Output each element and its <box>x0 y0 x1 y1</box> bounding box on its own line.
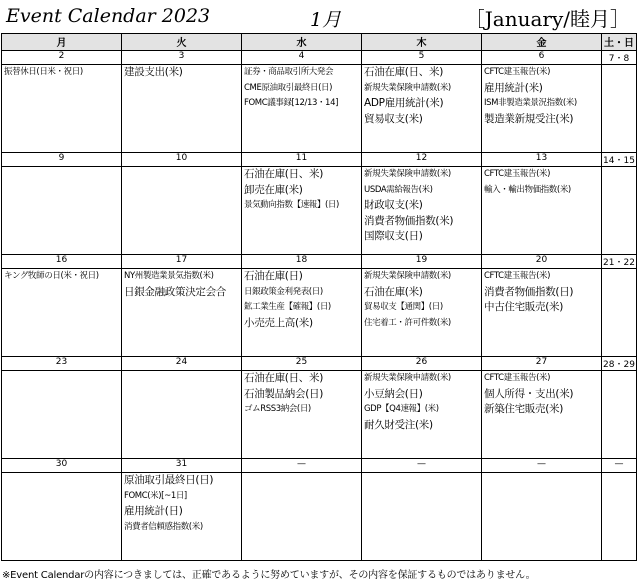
event-item: 日銀金融政策決定会合 <box>124 285 226 298</box>
event-item: 石油在庫(日) <box>244 270 303 282</box>
week-events-row <box>2 167 637 255</box>
day-number: 12 <box>362 153 482 167</box>
weekday-header: 木 <box>362 34 482 51</box>
event-item: 新規失業保険申請数(米) <box>364 169 451 179</box>
event-item: ADP雇用統計(米) <box>364 97 444 109</box>
day-number: 5 <box>362 51 482 65</box>
day-events-cell <box>122 371 242 459</box>
event-item: 国際収支(日) <box>364 230 423 242</box>
event-item: 卸売在庫(米) <box>244 183 303 196</box>
day-number: 13 <box>482 153 602 167</box>
day-number: 3 <box>122 51 242 65</box>
day-number: — <box>482 459 602 473</box>
week-date-row <box>2 51 637 65</box>
day-events-cell <box>242 167 362 255</box>
day-number: 21・22 <box>602 255 637 269</box>
event-item: 住宅着工・許可件数(米) <box>364 317 451 328</box>
month-label: 1月 <box>310 9 342 31</box>
event-item: 貿易収支(米) <box>364 112 423 125</box>
day-events-cell <box>242 269 362 357</box>
weekday-header: 月 <box>2 34 122 51</box>
day-events-cell <box>602 167 637 255</box>
day-number: 4 <box>242 51 362 65</box>
event-item: 消費者信頼感指数(米) <box>124 521 203 532</box>
event-item: 雇用統計(米) <box>484 81 543 94</box>
day-number: 24 <box>122 357 242 371</box>
event-item: 財政収支(米) <box>364 199 423 211</box>
event-item: CFTC建玉報告(米) <box>484 67 551 77</box>
event-item: 消費者物価指数(日) <box>484 285 574 298</box>
event-item: 新規失業保険申請数(米) <box>364 82 451 93</box>
day-number: 30 <box>2 459 122 473</box>
event-item: キング牧師の日(米・祝日) <box>4 271 99 281</box>
event-item: 小豆納会(日) <box>364 387 423 400</box>
event-item: ゴムRSS3納会(日) <box>244 404 311 414</box>
day-events-cell <box>2 473 122 561</box>
day-events-cell <box>2 269 122 357</box>
event-item: 中古住宅販売(米) <box>484 301 563 313</box>
day-events-cell <box>362 473 482 561</box>
weekday-header: 火 <box>122 34 242 51</box>
event-item: GDP【Q4速報】(米) <box>364 404 439 414</box>
event-item: 日銀政策金利発表(日) <box>244 286 323 297</box>
day-number: 11 <box>242 153 362 167</box>
day-number: — <box>602 459 637 473</box>
weekday-header: 金 <box>482 34 602 51</box>
event-item: 石油製品納会(日) <box>244 387 323 400</box>
day-number: 26 <box>362 357 482 371</box>
day-number: 10 <box>122 153 242 167</box>
day-events-cell <box>362 167 482 255</box>
week-date-row <box>2 255 637 269</box>
day-events-cell <box>362 269 482 357</box>
event-item: ISM非製造業景況指数(米) <box>484 98 577 108</box>
event-item: 耐久財受注(米) <box>364 418 433 431</box>
day-events-cell <box>2 65 122 153</box>
event-item: 石油在庫(日、米) <box>244 372 323 384</box>
day-events-cell <box>482 167 602 255</box>
event-item: 原油取引最終日(日) <box>124 474 214 486</box>
event-item: CFTC建玉報告(米) <box>484 373 551 383</box>
event-item: 貿易収支【通関】(日) <box>364 302 443 312</box>
day-number: 9 <box>2 153 122 167</box>
week-date-row <box>2 153 637 167</box>
event-item: 石油在庫(日、米) <box>364 66 443 78</box>
week-events-row <box>2 473 637 561</box>
day-number: 23 <box>2 357 122 371</box>
day-events-cell <box>242 65 362 153</box>
day-number: 25 <box>242 357 362 371</box>
day-number: — <box>242 459 362 473</box>
event-item: 輸入・輸出物価指数(米) <box>484 184 571 195</box>
day-number: 31 <box>122 459 242 473</box>
event-item: 証券・商品取引所大発会 <box>244 67 334 77</box>
day-events-cell <box>482 269 602 357</box>
day-events-cell <box>482 473 602 561</box>
event-item: 鉱工業生産【確報】(日) <box>244 302 331 312</box>
day-number: 16 <box>2 255 122 269</box>
calendar-grid <box>1 33 637 561</box>
event-item: CME原油取引最終日(日) <box>244 82 333 93</box>
event-item: 消費者物価指数(米) <box>364 214 454 227</box>
weekday-header: 土・日 <box>602 34 637 51</box>
event-item: 新規失業保険申請数(米) <box>364 271 451 281</box>
day-number: 27 <box>482 357 602 371</box>
event-item: 雇用統計(日) <box>124 505 183 517</box>
weekday-header: 水 <box>242 34 362 51</box>
day-events-cell <box>482 371 602 459</box>
event-item: 新規失業保険申請数(米) <box>364 373 451 383</box>
event-item: 景気動向指数【速報】(日) <box>244 200 339 210</box>
event-item: 小売売上高(米) <box>244 316 313 329</box>
event-item: FOMC議事録[12/13・14] <box>244 98 338 108</box>
day-events-cell <box>122 65 242 153</box>
event-item: 石油在庫(米) <box>364 285 423 298</box>
day-events-cell <box>362 65 482 153</box>
calendar-title: Event Calendar 2023 <box>6 5 211 27</box>
day-events-cell <box>242 473 362 561</box>
day-events-cell <box>2 167 122 255</box>
event-item: 製造業新規受注(米) <box>484 112 574 125</box>
event-item: NY州製造業景気指数(米) <box>124 271 214 281</box>
calendar-header <box>0 0 638 33</box>
month-name-label: ［January/睦月］ <box>464 7 630 31</box>
week-date-row <box>2 357 637 371</box>
day-number: 18 <box>242 255 362 269</box>
event-item: CFTC建玉報告(米) <box>484 271 551 281</box>
day-events-cell <box>602 269 637 357</box>
day-number: 7・8 <box>602 51 637 65</box>
day-events-cell <box>2 371 122 459</box>
event-item: 建設支出(米) <box>124 66 183 78</box>
event-item: 石油在庫(日、米) <box>244 168 323 180</box>
event-item: USDA需給報告(米) <box>364 184 433 195</box>
day-events-cell <box>362 371 482 459</box>
day-number: 14・15 <box>602 153 637 167</box>
day-events-cell <box>122 269 242 357</box>
day-events-cell <box>122 473 242 561</box>
day-number: 19 <box>362 255 482 269</box>
event-item: 個人所得・支出(米) <box>484 387 574 400</box>
event-item: 振替休日(日米・祝日) <box>4 67 83 77</box>
day-number: 2 <box>2 51 122 65</box>
day-events-cell <box>122 167 242 255</box>
day-number: 6 <box>482 51 602 65</box>
event-item: 新築住宅販売(米) <box>484 403 563 415</box>
day-number: 28・29 <box>602 357 637 371</box>
event-item: CFTC建玉報告(米) <box>484 169 551 179</box>
day-events-cell <box>482 65 602 153</box>
day-events-cell <box>602 473 637 561</box>
week-events-row <box>2 371 637 459</box>
day-number: 20 <box>482 255 602 269</box>
week-events-row <box>2 269 637 357</box>
disclaimer-note: ※Event Calendarの内容につきましては、正確であるように努めていますが、その内容を保証するものではありません。 <box>2 570 536 581</box>
week-events-row <box>2 65 637 153</box>
day-events-cell <box>602 371 637 459</box>
day-number: — <box>362 459 482 473</box>
day-events-cell <box>602 65 637 153</box>
day-number: 17 <box>122 255 242 269</box>
event-item: FOMC(米)[~1日] <box>124 490 187 501</box>
day-events-cell <box>242 371 362 459</box>
week-date-row <box>2 459 637 473</box>
